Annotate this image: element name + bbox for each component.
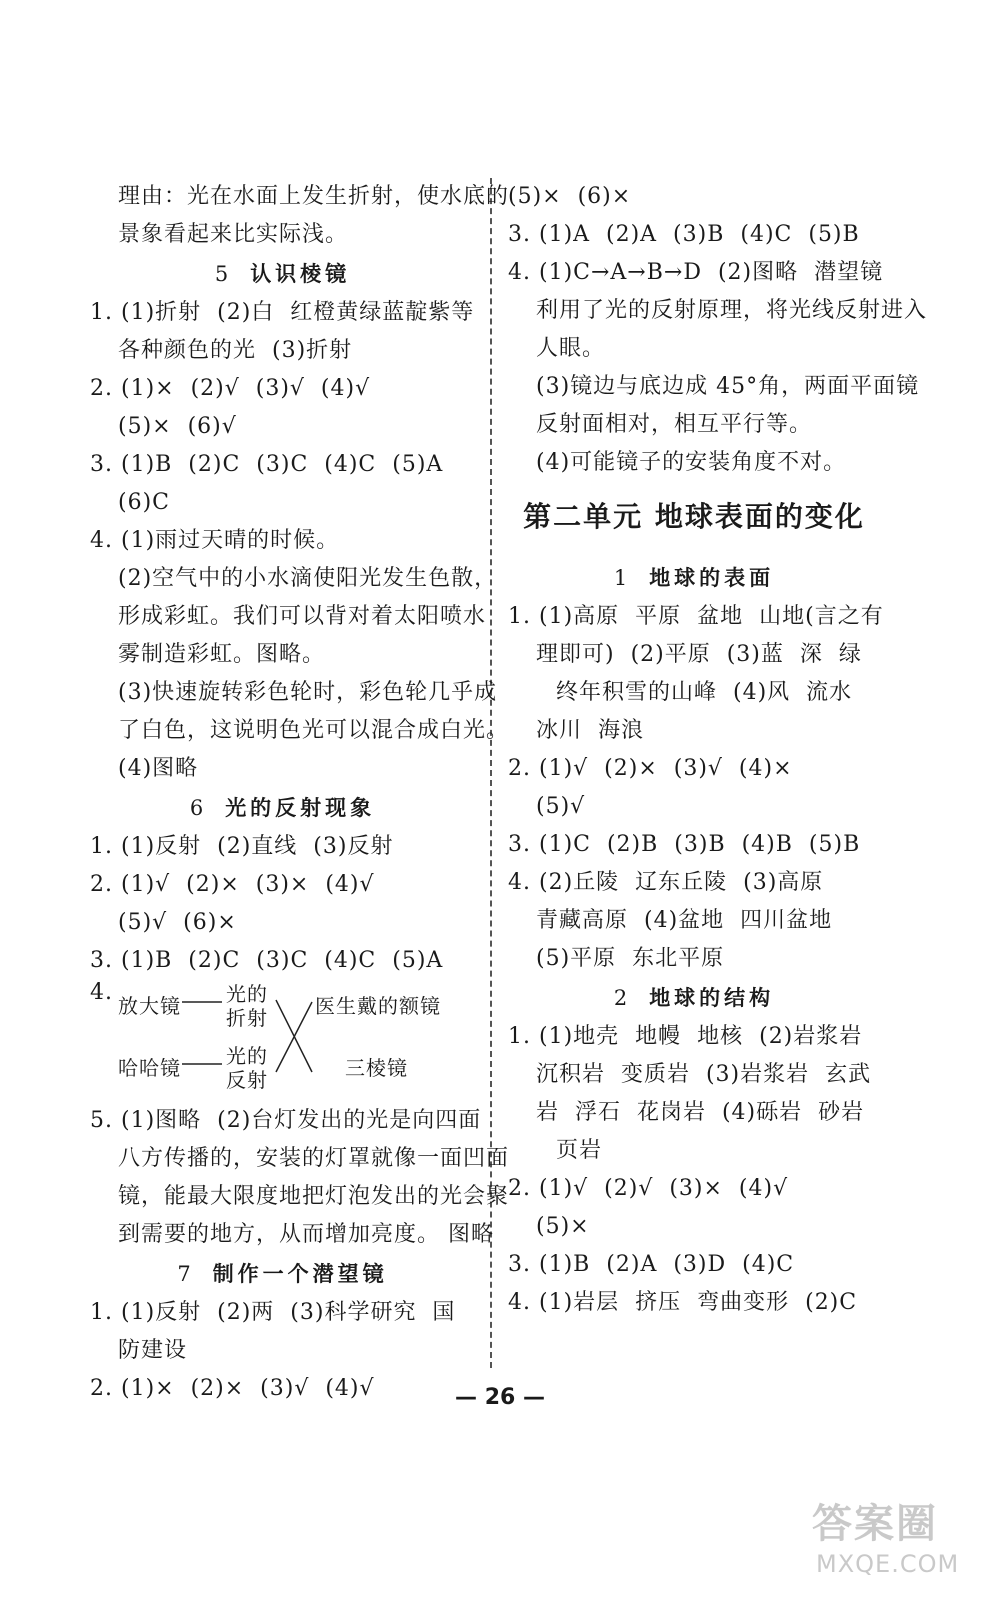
matching-mid-top-2: 折射 (226, 1006, 268, 1030)
text-line: 2. (1)√ (2)√ (3)× (4)√ (508, 1176, 789, 1201)
matching-question-number: 4. (90, 980, 113, 1005)
text-line: (5)× (6)√ (118, 414, 237, 439)
page-number: — 26 — (455, 1385, 545, 1410)
text-line: 八方传播的，安装的灯罩就像一面凹面 (118, 1146, 510, 1171)
watermark-text: 答案圈 (812, 1501, 938, 1547)
matching-right-bottom: 三棱镜 (345, 1056, 408, 1080)
text-line: 4. (1)雨过天晴的时候。 (90, 528, 340, 553)
text-line: 人眼。 (536, 336, 606, 361)
text-line: 3. (1)C (2)B (3)B (4)B (5)B (508, 832, 861, 857)
section-heading-7: 7 制作一个潜望镜 (177, 1262, 388, 1286)
text-line: 终年积雪的山峰 (4)风 流水 (556, 680, 853, 705)
watermark-url: MXQE.COM (816, 1550, 960, 1578)
text-line: 1. (1)地壳 地幔 地核 (2)岩浆岩 (508, 1024, 863, 1049)
text-line: (3)快速旋转彩色轮时，彩色轮几乎成 (118, 680, 498, 705)
text-line: 3. (1)B (2)C (3)C (4)C (5)A (90, 452, 444, 477)
text-line: 青藏高原 (4)盆地 四川盆地 (536, 908, 833, 933)
text-line: (6)C (118, 490, 170, 515)
text-line: 4. (1)岩层 挤压 弯曲变形 (2)C (508, 1290, 858, 1315)
text-line: 形成彩虹。我们可以背对着太阳喷水 (118, 604, 487, 629)
matching-right-top: 医生戴的额镜 (315, 994, 441, 1018)
text-line: 5. (1)图略 (2)台灯发出的光是向四面 (90, 1108, 482, 1133)
matching-lines (90, 980, 475, 1102)
text-line: 沉积岩 变质岩 (3)岩浆岩 玄武 (536, 1062, 872, 1087)
text-line: (5)× (6)× (508, 184, 632, 209)
section-heading-1: 1 地球的表面 (613, 566, 775, 590)
text-line: 反射面相对，相互平行等。 (536, 412, 813, 437)
text-line: 1. (1)折射 (2)白 红橙黄绿蓝靛紫等 (90, 300, 475, 325)
text-line: (5)√ (536, 794, 586, 819)
matching-left-top: 放大镜 (118, 994, 181, 1018)
text-line: 镜，能最大限度地把灯泡发出的光会聚 (118, 1184, 510, 1209)
matching-diagram (90, 980, 475, 1102)
text-line: (5)√ (6)× (118, 910, 237, 935)
text-line: (5)平原 东北平原 (536, 946, 725, 971)
text-line: 冰川 海浪 (536, 718, 644, 743)
text-line: 1. (1)反射 (2)两 (3)科学研究 国 (90, 1300, 456, 1325)
text-line: 理由：光在水面上发生折射，使水底的 (118, 184, 510, 209)
text-line: 4. (2)丘陵 辽东丘陵 (3)高原 (508, 870, 824, 895)
text-line: (3)镜边与底边成 45°角，两面平面镜 (536, 374, 920, 399)
text-line: 防建设 (118, 1338, 188, 1363)
text-line: 2. (1)√ (2)× (3)× (4)√ (90, 872, 375, 897)
text-line: 4. (1)C→A→B→D (2)图略 潜望镜 (508, 260, 884, 285)
text-line: 岩 浮石 花岗岩 (4)砾岩 砂岩 (536, 1100, 865, 1125)
text-line: 2. (1)√ (2)× (3)√ (4)× (508, 756, 793, 781)
text-line: 各种颜色的光 (3)折射 (118, 338, 353, 363)
text-line: 3. (1)B (2)C (3)C (4)C (5)A (90, 948, 444, 973)
section-heading-6: 6 光的反射现象 (189, 796, 376, 820)
unit-title: 第二单元 地球表面的变化 (523, 500, 865, 533)
text-line: 理即可) (2)平原 (3)蓝 深 绿 (536, 642, 862, 667)
text-line: 2. (1)× (2)√ (3)√ (4)√ (90, 376, 371, 401)
text-line: 雾制造彩虹。图略。 (118, 642, 326, 667)
text-line: (4)可能镜子的安装角度不对。 (536, 450, 847, 475)
text-line: 页岩 (556, 1138, 603, 1163)
text-line: (4)图略 (118, 756, 199, 781)
text-line: 3. (1)A (2)A (3)B (4)C (5)B (508, 222, 860, 247)
text-line: 1. (1)反射 (2)直线 (3)反射 (90, 834, 394, 859)
section-heading-2: 2 地球的结构 (613, 986, 775, 1010)
matching-mid-bottom-1: 光的 (226, 1044, 268, 1068)
text-line: 景象看起来比实际浅。 (118, 222, 349, 247)
matching-mid-bottom-2: 反射 (226, 1068, 268, 1092)
matching-mid-top-1: 光的 (226, 982, 268, 1006)
text-line: 2. (1)× (2)× (3)√ (4)√ (90, 1376, 375, 1401)
text-line: 3. (1)B (2)A (3)D (4)C (508, 1252, 795, 1277)
text-line: (2)空气中的小水滴使阳光发生色散， (118, 566, 498, 591)
watermark-logo (812, 1492, 982, 1590)
text-line: (5)× (536, 1214, 590, 1239)
text-line: 到需要的地方，从而增加亮度。 图略 (118, 1222, 494, 1247)
section-heading-5: 5 认识棱镜 (214, 262, 351, 286)
right-column (508, 178, 928, 1322)
text-line: 1. (1)高原 平原 盆地 山地(言之有 (508, 604, 884, 629)
text-line: 利用了光的反射原理，将光线反射进入 (536, 298, 928, 323)
matching-left-bottom: 哈哈镜 (118, 1056, 181, 1080)
text-line: 了白色，这说明色光可以混合成白光。 (118, 718, 510, 743)
